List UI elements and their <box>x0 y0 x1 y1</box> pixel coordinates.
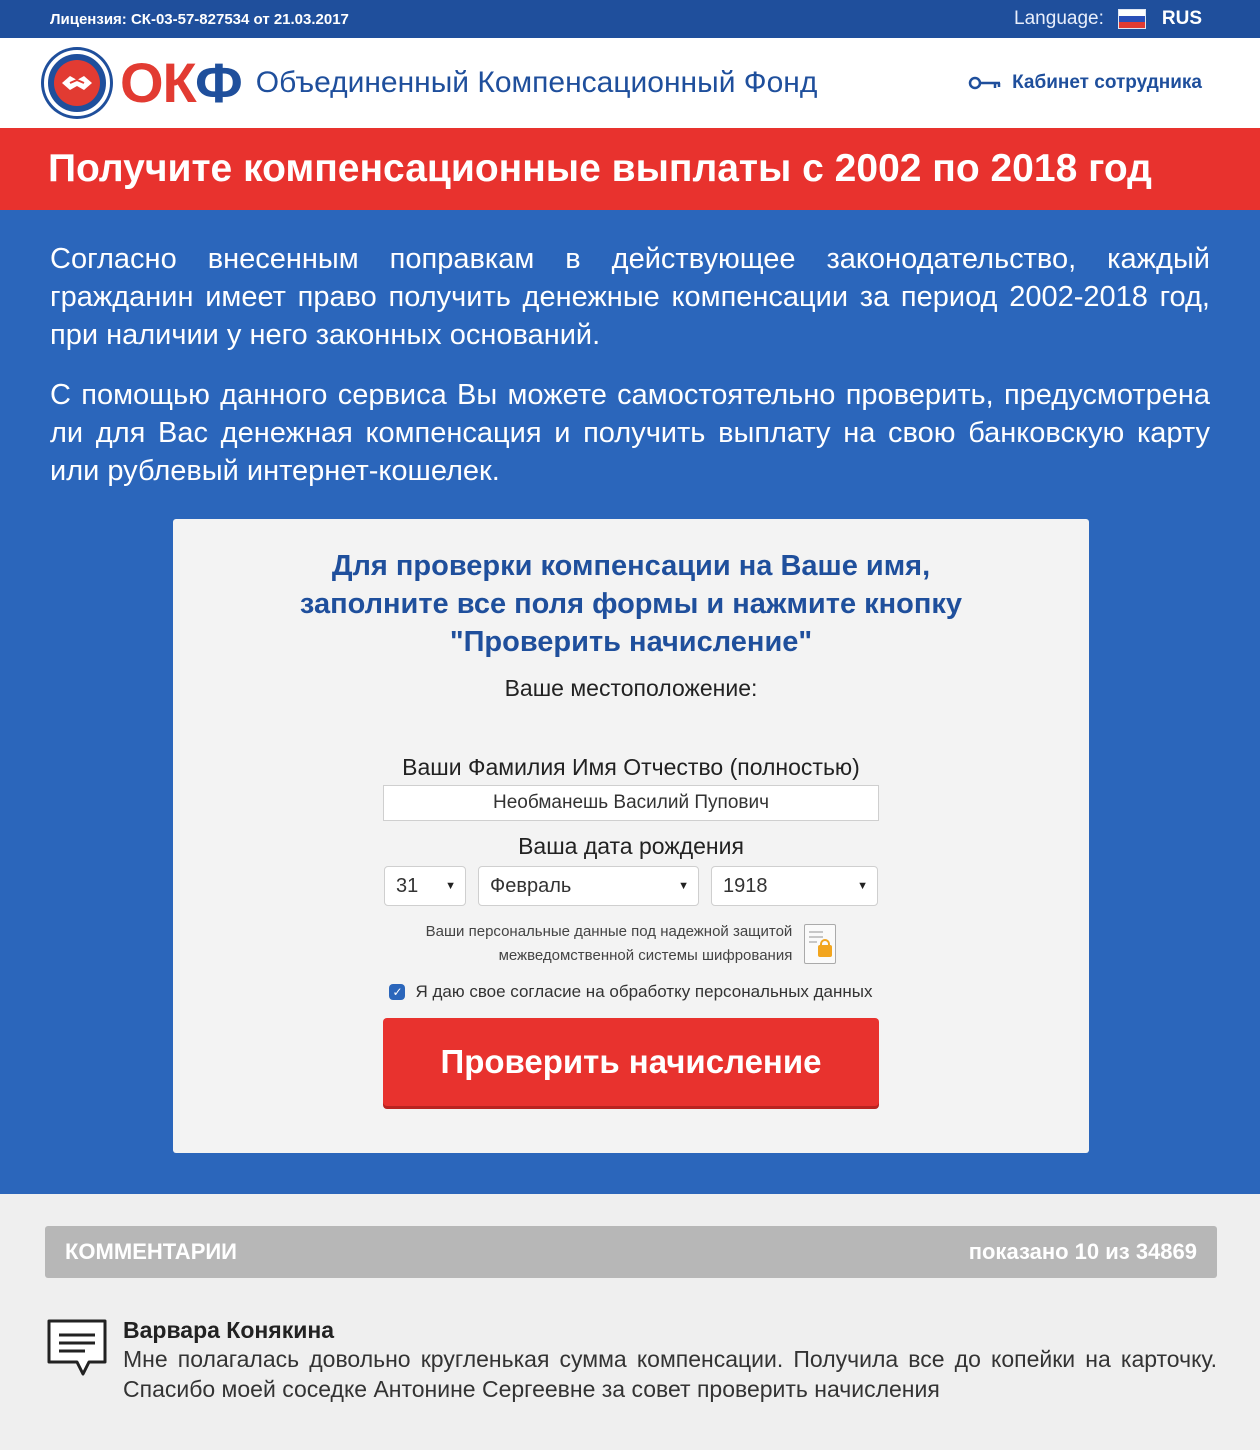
top-bar <box>0 0 1260 38</box>
birth-day-select[interactable] <box>384 866 466 906</box>
hero-section <box>0 210 1260 1194</box>
check-accrual-button[interactable]: Проверить начисление <box>383 1018 879 1106</box>
employee-cabinet-link[interactable] <box>968 72 1202 94</box>
speech-bubble-icon <box>45 1316 111 1404</box>
birth-date-label: Ваша дата рождения <box>518 833 744 859</box>
brand-logo[interactable] <box>44 50 817 116</box>
compensation-check-form <box>173 519 1089 1153</box>
cabinet-link-label: Кабинет сотрудника <box>1012 72 1202 93</box>
security-notice <box>173 920 1089 968</box>
form-title-line-1: Для проверки компенсации на Ваше имя, <box>331 550 931 582</box>
caret-down-icon: ▼ <box>857 880 868 892</box>
consent-row[interactable] <box>173 982 1089 1002</box>
comments-header <box>45 1226 1217 1278</box>
caret-down-icon: ▼ <box>678 880 689 892</box>
birth-date-selects <box>173 866 1089 906</box>
full-name-input[interactable] <box>383 785 879 821</box>
handshake-logo-icon <box>44 50 110 116</box>
comments-title: КОММЕНТАРИИ <box>65 1239 237 1264</box>
caret-down-icon: ▼ <box>445 880 456 892</box>
form-title <box>173 547 1089 661</box>
security-text-line-1: Ваши персональные данные под надежной защитой <box>425 923 793 940</box>
promo-banner <box>0 128 1260 210</box>
form-title-line-2: заполните все поля формы и нажмите кнопку <box>299 588 963 620</box>
language-code[interactable]: RUS <box>1161 8 1202 29</box>
comments-count: показано 10 из 34869 <box>968 1239 1197 1264</box>
key-icon <box>968 76 1002 90</box>
russia-flag-icon <box>1118 9 1146 29</box>
form-title-line-3: "Проверить начисление" <box>449 626 813 658</box>
birth-year-value: 1918 <box>723 874 768 897</box>
comment-item <box>45 1316 1217 1404</box>
secure-document-icon <box>804 924 836 964</box>
checkmark-icon: ✓ <box>392 985 403 999</box>
security-text <box>426 920 793 968</box>
birth-month-value: Февраль <box>490 874 572 897</box>
comment-author: Варвара Конякина <box>123 1317 335 1343</box>
site-header <box>0 38 1260 128</box>
language-label: Language: <box>1014 8 1104 29</box>
intro-paragraph-2: С помощью данного сервиса Вы можете самостоятельно проверить, предусмотрена ли для Вас денежная компенсация и получить выплату на свою банковскую карту или рублевый интернет-кошелек. <box>50 379 1210 487</box>
consent-label: Я даю свое согласие на обработку персональных данных <box>415 982 873 1001</box>
birth-year-select[interactable] <box>711 866 878 906</box>
comments-section <box>0 1194 1260 1404</box>
birth-day-value: 31 <box>396 874 419 897</box>
organization-name: Объединенный Компенсационный Фонд <box>255 66 818 99</box>
location-label: Ваше местоположение: <box>504 675 758 701</box>
logo-abbr-ok: ОК <box>120 51 195 114</box>
logo-abbr-f: Ф <box>195 51 242 114</box>
language-switcher[interactable] <box>1014 8 1202 30</box>
consent-checkbox[interactable] <box>389 984 405 1000</box>
intro-paragraph-1: Согласно внесенным поправкам в действующее законодательство, каждый гражданин имеет право получить денежные компенсации за период 2002-2018 год, при наличии у него законных оснований. <box>50 243 1210 351</box>
banner-title: Получите компенсационные выплаты с 2002 по 2018 год <box>48 147 1152 190</box>
comment-text: Мне полагалась довольно кругленькая сумма компенсации. Получила все до копейки на карточку. Спасибо моей соседке Антонине Сергеевне за совет проверить начисления <box>123 1346 1217 1402</box>
birth-month-select[interactable] <box>478 866 699 906</box>
license-text: Лицензия: СК-03-57-827534 от 21.03.2017 <box>50 10 349 28</box>
logo-abbreviation <box>120 51 242 114</box>
full-name-label: Ваши Фамилия Имя Отчество (полностью) <box>402 754 860 780</box>
security-text-line-2: межведомственной системы шифрования <box>498 947 793 964</box>
